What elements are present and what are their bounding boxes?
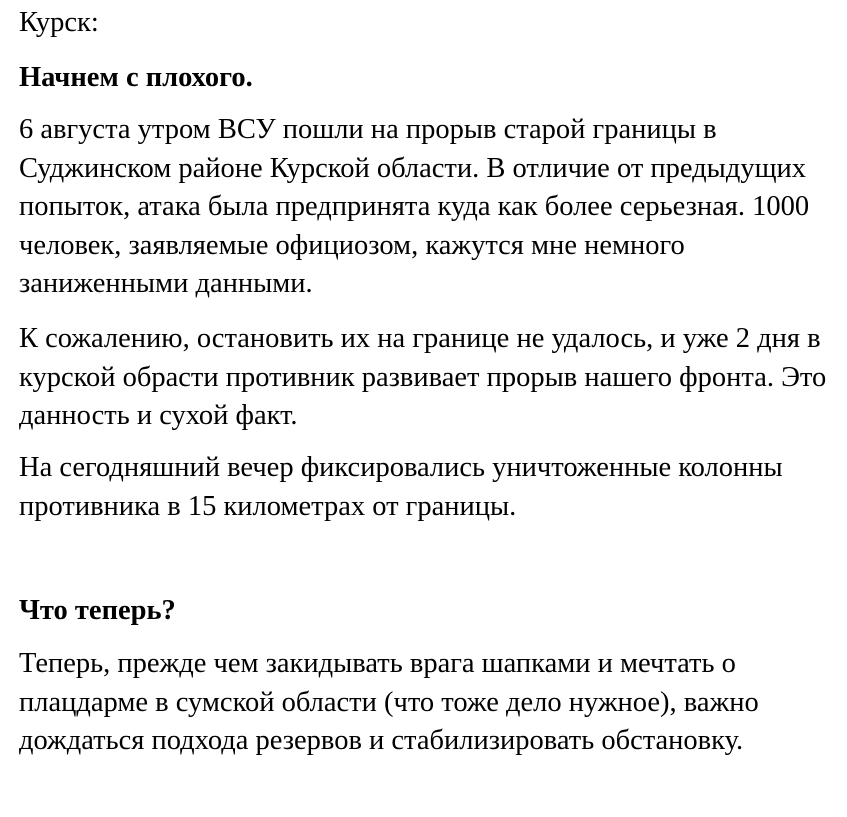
paragraph-breakthrough: 6 августа утром ВСУ пошли на прорыв старой границы в Суджинском районе Курской области. В отличие от предыдущих попыток, атака была предпринята куда как более серьезная. 1000 человек, заявляемые официозом, кажутся мне немного заниженными данными.	[19, 114, 810, 299]
paragraph-destroyed-columns: На сегодняшний вечер фиксировались уничтоженные колонны противника в 15 километрах от границы.	[19, 452, 783, 522]
paragraph-next-steps: Теперь, прежде чем закидывать врага шапками и мечтать о плацдарме в сумской области (что тоже дело нужное), важно дождаться подхода резервов и стабилизировать обстановку.	[19, 648, 759, 756]
paragraph-front-situation: К сожалению, остановить их на границе не удалось, и уже 2 дня в курской обрасти противник развивает прорыв нашего фронта. Это данность и сухой факт.	[19, 323, 827, 431]
heading-what-now: Что теперь?	[19, 595, 176, 626]
intro-label: Курск:	[19, 7, 99, 38]
heading-bad-news: Начнем с плохого.	[19, 62, 253, 93]
